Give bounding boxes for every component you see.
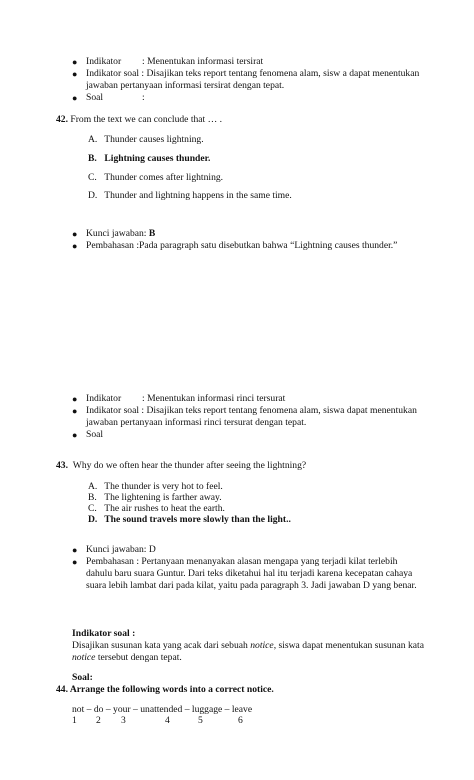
word-list: not – do – your – unattended – luggage – leave (72, 704, 253, 715)
bullet-icon: ● (72, 93, 78, 103)
soal-value: : (142, 92, 145, 103)
question-43 (56, 460, 306, 472)
option-letter: B. (88, 492, 97, 503)
bullet-icon: ● (72, 406, 78, 416)
option-text: The lightening is farther away. (104, 492, 222, 503)
indikator-soal-line2: jawaban pertanyaan informasi tersirat dengan tepat. (86, 80, 285, 91)
soal-label: Soal (86, 429, 104, 440)
option-letter: A. (88, 134, 98, 145)
bullet-icon: ● (72, 241, 78, 251)
bullet-icon: ● (72, 69, 78, 79)
question-number: 42. (56, 114, 68, 125)
bullet-icon: ● (72, 557, 78, 567)
kunci-value: B (148, 228, 156, 239)
option-text: The thunder is very hot to feel. (104, 481, 223, 492)
desc-text: Disajikan susunan kata yang acak dari sebuah (72, 640, 251, 651)
desc-text: tersebut dengan tepat. (95, 652, 182, 663)
option-letter: D. (88, 190, 98, 201)
indikator-value: : Menentukan informasi tersirat (142, 56, 264, 67)
kunci-label: Kunci jawaban: (86, 228, 149, 239)
option-letter: A. (88, 481, 98, 492)
soal-label: Soal (86, 92, 104, 103)
question-number: 43. (56, 460, 68, 471)
word-number: 2 (96, 715, 101, 726)
pembahasan-line1: Pembahasan : Pertanyaan menanyakan alasan mengapa yang terjadi kilat terlebih (86, 556, 398, 567)
option-letter: C. (88, 172, 97, 183)
bullet-icon: ● (72, 545, 78, 555)
pembahasan-text: Pembahasan :Pada paragraph satu disebutkan bahwa “Lightning causes thunder.” (86, 240, 398, 251)
option-text: The sound travels more slowly than the light.. (104, 514, 291, 525)
word-number: 3 (121, 715, 126, 726)
indikator-soal-line1: Indikator soal : Disajikan teks report tentang fenomena alam, siswa dapat menentukan (86, 405, 417, 416)
option-letter: B. (88, 153, 97, 164)
option-text: Thunder comes after lightning. (104, 172, 224, 183)
option-text: Lightning causes thunder. (104, 153, 211, 164)
indikator-value: : Menentukan informasi rinci tersurat (142, 393, 286, 404)
indikator-soal-desc-line1 (72, 640, 424, 652)
option-text: The air rushes to heat the earth. (104, 503, 225, 514)
indikator-soal-heading: Indikator soal : (72, 628, 136, 639)
pembahasan-line2: dahulu baru suara Guntur. Dari teks diketahui hal itu terjadi karena kecepatan cahaya (86, 568, 413, 579)
indikator-soal-desc-line2 (72, 652, 182, 664)
word-number: 5 (198, 715, 203, 726)
question-44: 44. Arrange the following words into a correct notice. (56, 684, 274, 695)
bullet-icon: ● (72, 229, 78, 239)
bullet-icon: ● (72, 57, 78, 67)
bullet-icon: ● (72, 394, 78, 404)
desc-notice: notice (72, 652, 96, 663)
question-text: From the text we can conclude that … . (70, 114, 222, 125)
option-text: Thunder and lightning happens in the same time. (104, 190, 292, 201)
indikator-label: Indikator (86, 56, 122, 67)
kunci-text: Kunci jawaban: D (86, 544, 156, 555)
indikator-soal-line1: Indikator soal : Disajikan teks report tentang fenomena alam, sisw a dapat menentukan (86, 68, 420, 79)
option-text: Thunder causes lightning. (104, 134, 204, 145)
word-number: 4 (165, 715, 170, 726)
question-42 (56, 114, 222, 126)
option-a (88, 134, 204, 146)
option-c (88, 172, 223, 184)
option-letter: D. (88, 514, 98, 525)
question-text: Why do we often hear the thunder after seeing the lightning? (72, 460, 307, 471)
option-b (88, 153, 210, 165)
indikator-soal-line2: jawaban pertanyaan informasi rinci tersurat dengan tepat. (86, 417, 307, 428)
desc-text: , siswa dapat menentukan susunan kata (273, 640, 424, 651)
bullet-icon: ● (72, 430, 78, 440)
option-letter: C. (88, 503, 97, 514)
indikator-label: Indikator (86, 393, 122, 404)
option-d (88, 514, 291, 526)
option-d (88, 190, 292, 202)
soal-heading: Soal: (72, 672, 93, 683)
word-number: 6 (238, 715, 243, 726)
word-numbers (72, 715, 262, 727)
word-number: 1 (72, 715, 77, 726)
desc-notice: notice (250, 640, 274, 651)
pembahasan-line3: suara lebih lambat dari pada kilat, yaitu pada paragraph 3. Jadi jawaban D yang benar. (86, 580, 417, 591)
